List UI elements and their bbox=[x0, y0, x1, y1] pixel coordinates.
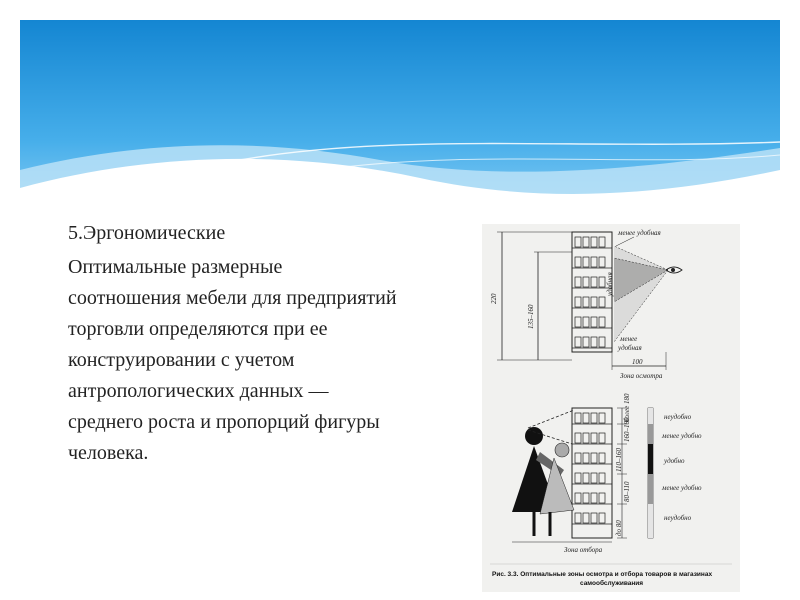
slide-body: Оптимальные размерные соотношения мебели для предприятий торговли определяются при ее конструировании с учетом антропологических данных — среднего роста и пропорций фигуры человека. bbox=[68, 256, 397, 464]
dim-total-label: 220 bbox=[490, 293, 498, 304]
label-convenient-bottom: удобно bbox=[664, 457, 685, 465]
label-inconvenient-top: неудобно bbox=[664, 413, 692, 421]
zone-selection-label: Зона отбора bbox=[564, 546, 603, 554]
label-less-convenient-bottom-line1: менее bbox=[620, 335, 638, 343]
shopper-head bbox=[525, 427, 543, 445]
convenience-scale-bar bbox=[648, 408, 653, 538]
shopper-head-2 bbox=[555, 443, 569, 457]
dim-160-180: 160–180 bbox=[623, 417, 631, 442]
label-less-convenient-top: менее удобная bbox=[618, 229, 661, 237]
header-banner bbox=[20, 20, 780, 220]
dim-under-80: до 80 bbox=[615, 520, 623, 536]
text-block bbox=[68, 218, 398, 469]
figure-caption-line2: самообслуживания bbox=[580, 580, 644, 587]
label-convenient: удобная bbox=[606, 272, 614, 296]
label-less-convenient-lower: менее удобно bbox=[662, 484, 702, 492]
ergonomics-figure bbox=[482, 224, 740, 592]
slide-heading: 5.Эргономические bbox=[68, 222, 226, 244]
dim-110-160: 110–160 bbox=[615, 448, 623, 472]
dim-range-label: 135–160 bbox=[527, 304, 535, 329]
dim-above-180: более 180 bbox=[623, 393, 631, 422]
zone-viewing-label: Зона осмотра bbox=[620, 372, 663, 380]
label-less-convenient-upper: менее удобно bbox=[662, 432, 702, 440]
dim-depth-label: 100 bbox=[632, 358, 643, 366]
label-less-convenient-bottom: удобная bbox=[618, 344, 642, 352]
figure-caption-line1: Рис. 3.3. Оптимальные зоны осмотра и отбора товаров в магазинах bbox=[492, 571, 713, 578]
dim-80-110: 80–110 bbox=[623, 481, 631, 502]
label-inconvenient-bottom: неудобно bbox=[664, 514, 692, 522]
